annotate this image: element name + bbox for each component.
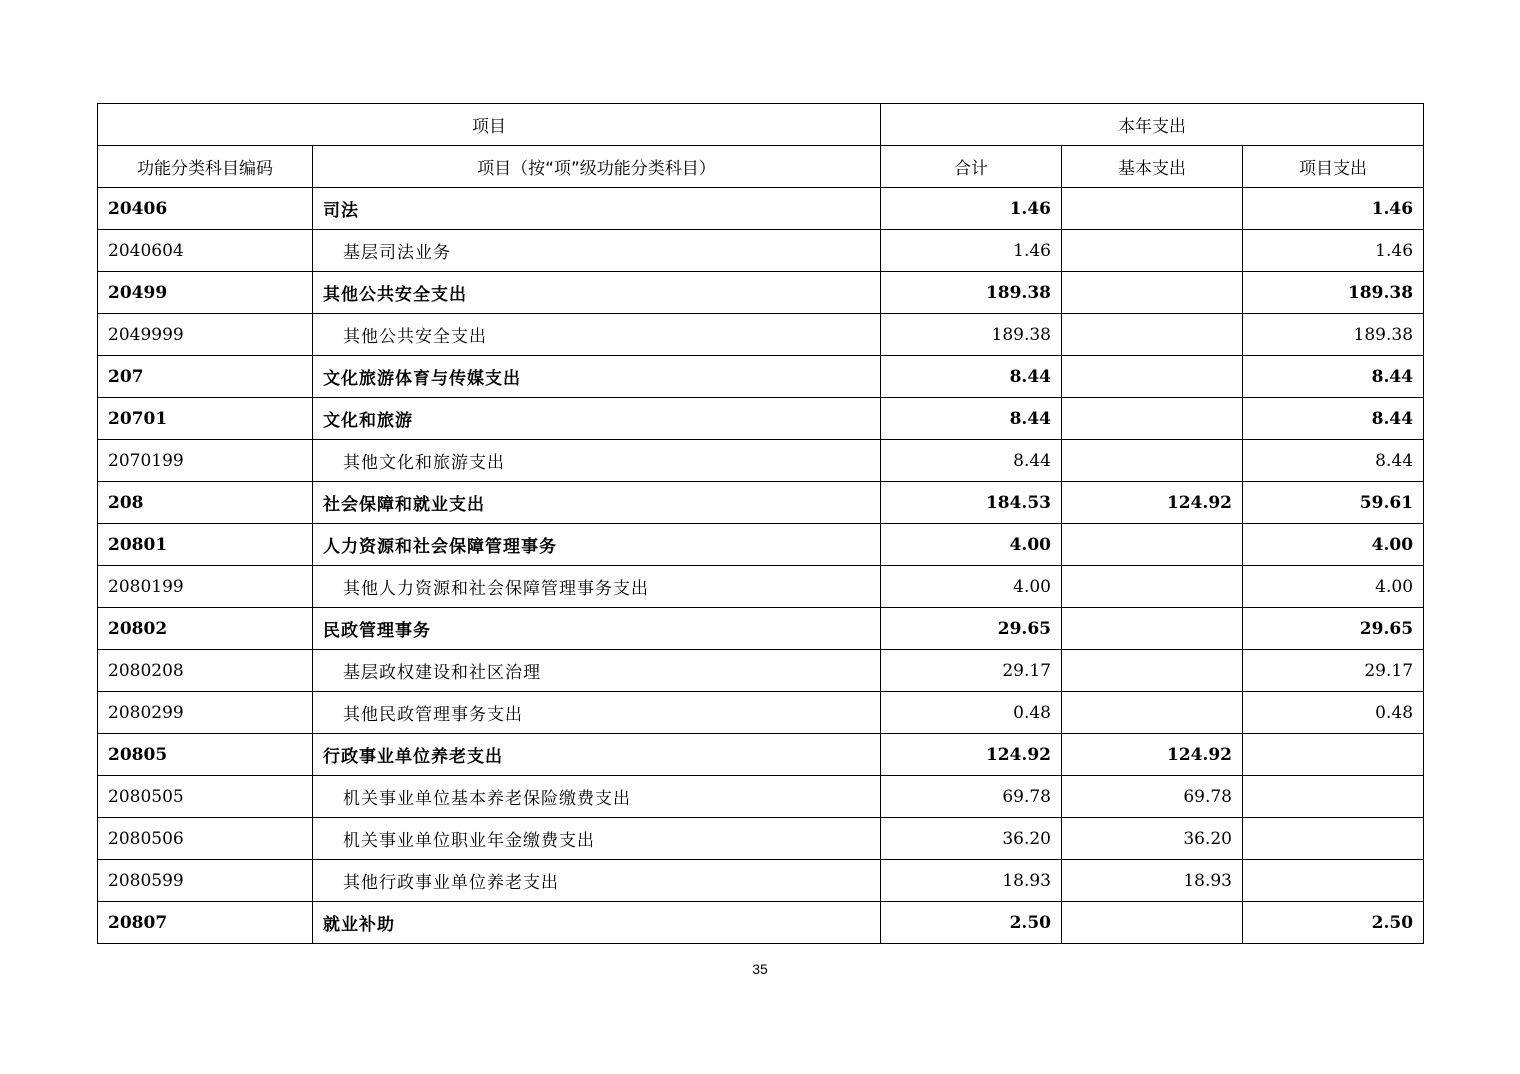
header-row-top [98, 104, 1424, 146]
cell-basic [1062, 398, 1243, 440]
table-row [98, 566, 1424, 608]
header-program: 项目支出 [1243, 146, 1424, 188]
cell-program [1243, 818, 1424, 860]
cell-name: 基层政权建设和社区治理 [313, 650, 881, 692]
cell-basic: 124.92 [1062, 482, 1243, 524]
cell-name: 文化和旅游 [313, 398, 881, 440]
cell-total: 8.44 [881, 356, 1062, 398]
table-row [98, 818, 1424, 860]
cell-name: 其他人力资源和社会保障管理事务支出 [313, 566, 881, 608]
header-row-columns [98, 146, 1424, 188]
cell-basic [1062, 524, 1243, 566]
cell-basic: 18.93 [1062, 860, 1243, 902]
cell-name: 民政管理事务 [313, 608, 881, 650]
cell-basic [1062, 608, 1243, 650]
cell-name: 其他行政事业单位养老支出 [313, 860, 881, 902]
cell-total: 36.20 [881, 818, 1062, 860]
table-row [98, 650, 1424, 692]
cell-name: 社会保障和就业支出 [313, 482, 881, 524]
cell-basic [1062, 230, 1243, 272]
cell-basic [1062, 902, 1243, 944]
cell-code: 2080506 [98, 818, 313, 860]
cell-name: 行政事业单位养老支出 [313, 734, 881, 776]
cell-code: 2070199 [98, 440, 313, 482]
header-total: 合计 [881, 146, 1062, 188]
cell-basic [1062, 272, 1243, 314]
table-row [98, 608, 1424, 650]
table-row [98, 230, 1424, 272]
cell-total: 8.44 [881, 398, 1062, 440]
cell-program: 1.46 [1243, 230, 1424, 272]
header-item: 项目（按“项”级功能分类科目） [313, 146, 881, 188]
table-row [98, 482, 1424, 524]
cell-name: 其他公共安全支出 [313, 314, 881, 356]
cell-name: 文化旅游体育与传媒支出 [313, 356, 881, 398]
table-row [98, 776, 1424, 818]
cell-total: 29.65 [881, 608, 1062, 650]
cell-code: 20801 [98, 524, 313, 566]
cell-code: 20802 [98, 608, 313, 650]
cell-basic [1062, 650, 1243, 692]
cell-code: 20807 [98, 902, 313, 944]
cell-program: 29.65 [1243, 608, 1424, 650]
cell-program [1243, 734, 1424, 776]
cell-basic [1062, 356, 1243, 398]
cell-program: 2.50 [1243, 902, 1424, 944]
cell-code: 2080208 [98, 650, 313, 692]
table-row [98, 314, 1424, 356]
header-code: 功能分类科目编码 [98, 146, 313, 188]
cell-code: 2080599 [98, 860, 313, 902]
cell-code: 20701 [98, 398, 313, 440]
cell-code: 208 [98, 482, 313, 524]
page-number: 35 [752, 961, 768, 977]
cell-name: 其他民政管理事务支出 [313, 692, 881, 734]
table-row [98, 440, 1424, 482]
cell-basic [1062, 692, 1243, 734]
cell-basic [1062, 188, 1243, 230]
cell-total: 2.50 [881, 902, 1062, 944]
table-row [98, 692, 1424, 734]
cell-total: 8.44 [881, 440, 1062, 482]
cell-code: 207 [98, 356, 313, 398]
cell-name: 机关事业单位职业年金缴费支出 [313, 818, 881, 860]
cell-total: 4.00 [881, 524, 1062, 566]
cell-program: 8.44 [1243, 440, 1424, 482]
cell-code: 2080505 [98, 776, 313, 818]
cell-total: 29.17 [881, 650, 1062, 692]
header-project: 项目 [98, 104, 881, 146]
cell-total: 189.38 [881, 272, 1062, 314]
cell-code: 2080299 [98, 692, 313, 734]
cell-code: 20406 [98, 188, 313, 230]
cell-basic: 69.78 [1062, 776, 1243, 818]
header-this-year: 本年支出 [881, 104, 1424, 146]
cell-program: 1.46 [1243, 188, 1424, 230]
cell-total: 18.93 [881, 860, 1062, 902]
cell-name: 机关事业单位基本养老保险缴费支出 [313, 776, 881, 818]
cell-basic: 124.92 [1062, 734, 1243, 776]
cell-total: 4.00 [881, 566, 1062, 608]
cell-code: 20805 [98, 734, 313, 776]
cell-name: 基层司法业务 [313, 230, 881, 272]
cell-name: 司法 [313, 188, 881, 230]
table-body [98, 188, 1424, 944]
table-row [98, 860, 1424, 902]
cell-total: 0.48 [881, 692, 1062, 734]
cell-basic [1062, 314, 1243, 356]
cell-name: 其他文化和旅游支出 [313, 440, 881, 482]
cell-program: 4.00 [1243, 524, 1424, 566]
table-row [98, 524, 1424, 566]
cell-total: 1.46 [881, 188, 1062, 230]
cell-total: 1.46 [881, 230, 1062, 272]
expenditure-table [97, 103, 1424, 944]
cell-total: 124.92 [881, 734, 1062, 776]
cell-code: 2040604 [98, 230, 313, 272]
cell-total: 184.53 [881, 482, 1062, 524]
table-row [98, 398, 1424, 440]
cell-name: 人力资源和社会保障管理事务 [313, 524, 881, 566]
cell-program [1243, 860, 1424, 902]
cell-basic [1062, 566, 1243, 608]
cell-total: 69.78 [881, 776, 1062, 818]
cell-name: 就业补助 [313, 902, 881, 944]
cell-program: 29.17 [1243, 650, 1424, 692]
cell-basic: 36.20 [1062, 818, 1243, 860]
cell-program: 189.38 [1243, 314, 1424, 356]
cell-code: 2080199 [98, 566, 313, 608]
cell-code: 2049999 [98, 314, 313, 356]
cell-program: 8.44 [1243, 356, 1424, 398]
table-row [98, 356, 1424, 398]
table-row [98, 902, 1424, 944]
cell-program: 59.61 [1243, 482, 1424, 524]
table-row [98, 734, 1424, 776]
cell-program: 8.44 [1243, 398, 1424, 440]
cell-program: 4.00 [1243, 566, 1424, 608]
cell-program: 189.38 [1243, 272, 1424, 314]
cell-program [1243, 776, 1424, 818]
table-row [98, 188, 1424, 230]
cell-code: 20499 [98, 272, 313, 314]
cell-basic [1062, 440, 1243, 482]
cell-total: 189.38 [881, 314, 1062, 356]
cell-name: 其他公共安全支出 [313, 272, 881, 314]
table-row [98, 272, 1424, 314]
cell-program: 0.48 [1243, 692, 1424, 734]
header-basic: 基本支出 [1062, 146, 1243, 188]
